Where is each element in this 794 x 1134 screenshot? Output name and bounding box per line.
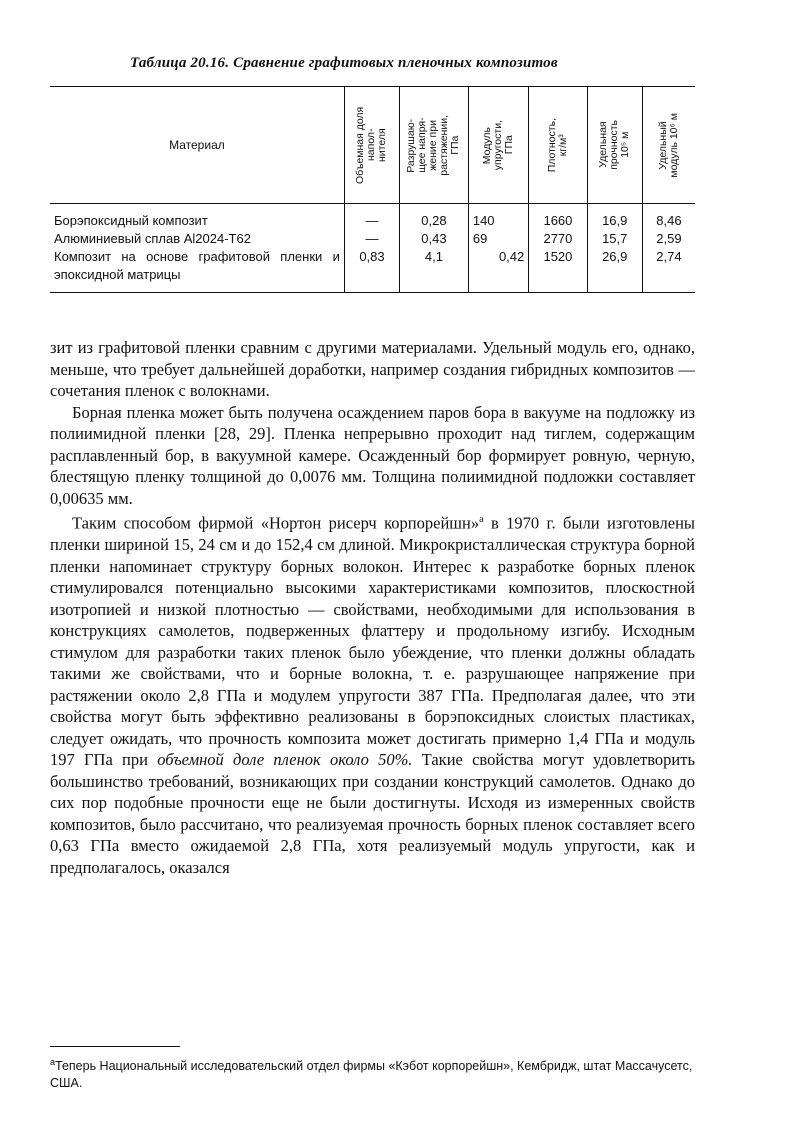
cell-density: 1520 [529,248,587,293]
cell-specific-strength: 15,7 [587,230,642,248]
header-volume-fraction-text: Объемная доля напол- нителя [354,106,389,184]
table-row [50,204,695,231]
table-row [50,248,695,293]
header-elastic-modulus [468,87,528,204]
header-density-text: Плотность, кг/м³ [545,117,569,173]
cell-volume-fraction: 0,83 [344,248,399,293]
paragraph-2: Борная пленка может быть получена осаждением паров бора в вакууме на подложку из полиимидной пленки [28, 29]. Пленка непрерывно проходит над тиглем, содержащим расплавленный бор, в вакуумной камере. Осажденный бор формирует ровную, черную, блестящую пленку толщиной до 0,0076 мм. Толщина полиимидной подложки составляет 0,00635 мм. [50,402,695,508]
header-elastic-modulus-text: Модуль упругости, ГПа [481,119,516,171]
header-tensile-strength [400,87,469,204]
cell-tensile-strength: 0,28 [400,204,469,231]
header-specific-modulus-text: Удельный модуль 10⁶ м [656,112,680,178]
paragraph-3 [50,509,695,878]
table-header-row [50,87,695,204]
cell-material: Борэпоксидный композит [54,213,208,228]
cell-elastic-modulus: 69 [468,230,528,248]
cell-tensile-strength: 4,1 [400,248,469,293]
cell-specific-modulus: 2,59 [642,230,695,248]
paragraph-1: зит из графитовой пленки сравним с другими материалами. Удельный модуль его, однако, меньше, что требует дальнейшей доработки, например создания гибридных композитов — сочетания пленок с волокнами. [50,338,695,400]
footnote [50,1054,695,1092]
comparison-table [50,86,695,293]
paragraph-3-part-b: в 1970 г. были изготовлены пленки шириной 15, 24 см и до 152,4 см длиной. Микрокристаллическая структура борной пленки напоминает структуру борных волокон. Интерес к разработке борных пленок стимулировался потенциально высокими характеристиками композитов, плоскостной изотропией и низкой плотностью — свойствами, необходимыми для использования в конструкциях самолетов, подверженных флаттеру и продольному изгибу. Исходным стимулом для разработки таких пленок было убеждение, что пленки должны обладать такими же свойствами, что и борные волокна, т. е. разрушающее напряжение при растяжении около 2,8 ГПа и модулем упругости 387 ГПа. Предполагая далее, что эти свойства могут быть эффективно реализованы в борэпоксидных слоистых пластиках, следует ожидать, что прочность композита может достигать примерно 1,4 ГПа и модуль 197 ГПа при [50,513,695,769]
cell-specific-modulus: 2,74 [642,248,695,293]
cell-elastic-modulus: 0,42 [468,248,528,293]
header-density [529,87,587,204]
cell-density: 1660 [529,204,587,231]
body-text [50,337,695,878]
footnote-sup: a [50,1057,56,1067]
header-volume-fraction [344,87,399,204]
cell-volume-fraction: — [344,204,399,231]
cell-material: Алюминиевый сплав Al2024-T62 [54,231,251,246]
cell-material: Композит на основе графитовой пленки и эпоксидной матрицы [50,248,344,293]
paragraph-3-italic: объемной доле пленок около 50%. [157,750,413,769]
cell-density: 2770 [529,230,587,248]
header-specific-strength-text: Удельная прочность 10⁵ м [597,120,632,170]
header-specific-strength [587,87,642,204]
cell-specific-strength: 26,9 [587,248,642,293]
cell-specific-modulus: 8,46 [642,204,695,231]
paragraph-3-part-a: Таким способом фирмой «Нортон рисерч корпорейшн» [72,513,480,533]
cell-specific-strength: 16,9 [587,204,642,231]
footnote-divider [50,1046,180,1047]
table-row [50,230,695,248]
footnote-text: Теперь Национальный исследовательский отдел фирмы «Кэбот корпорейшн», Кембридж, штат Массачусетс, США. [50,1059,693,1091]
header-material: Материал [50,87,344,204]
footnote-marker: a [479,514,484,525]
cell-tensile-strength: 0,43 [400,230,469,248]
paragraph-3-part-c: Такие свойства могут удовлетворить большинство требований, возникающих при создании конструкций самолетов. Однако до сих пор подобные прочности еще не были достигнуты. Исходя из измеренных свойств композитов, было рассчитано, что реализуемая прочность борных пленок составляет всего 0,63 ГПа вместо ожидаемой 2,8 ГПа, хотя реализуемый модуль упругости, как и предполагалось, оказался [50,750,695,877]
header-tensile-strength-text: Разрушаю- щее напря- жение при растяжении, ГПа [405,114,462,176]
cell-volume-fraction: — [344,230,399,248]
table-caption: Таблица 20.16. Сравнение графитовых пленочных композитов [130,55,558,71]
cell-elastic-modulus: 140 [468,204,528,231]
header-specific-modulus [642,87,695,204]
